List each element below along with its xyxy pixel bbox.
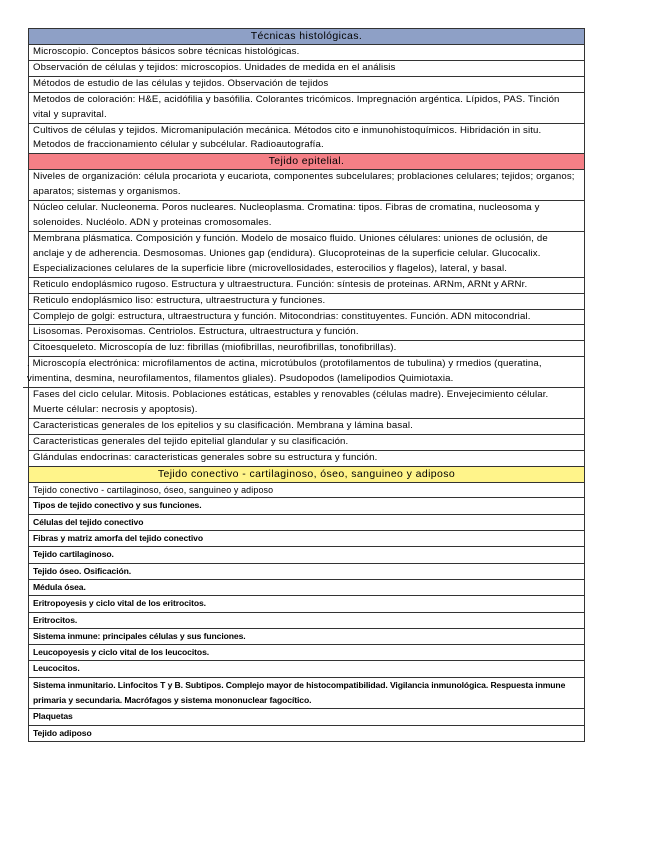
table-row: Tejido cartilaginoso. — [29, 547, 584, 563]
table-row: Plaquetas — [29, 709, 584, 725]
table-row: Observación de células y tejidos: microscopios. Unidades de medida en el análisis — [29, 61, 584, 77]
table-row: Células del tejido conectivo — [29, 515, 584, 531]
table-row: Médula ósea. — [29, 580, 584, 596]
table-row: Lisosomas. Peroxisomas. Centriolos. Estructura, ultraestructura y función. — [29, 325, 584, 341]
table-row: Fases del ciclo celular. Mitosis. Poblaciones estáticas, estables y renovables (células madre). Envejecimiento célular. Muerte célular: necrosis y apoptosis). — [29, 388, 584, 419]
table-row: Sistema inmunitario. Linfocitos T y B. Subtipos. Complejo mayor de histocompatibilidad. Vigilancia inmunológica. Respuesta inmune primaria y secundaria. Macrófagos y sistema mononuclear fagocítico. — [29, 678, 584, 710]
table-row: . Microscopía electrónica: microfilamentos de actina, microtúbulos (protofilamentos de tubulina) y rmedios (queratina, vimentina, desmina, neurofilamentos, filamentos gliales). Psudopodos (lamelipodios Quimiotaxia. — [23, 357, 584, 388]
table-row: Tejido adiposo — [29, 726, 584, 742]
table-row: Reticulo endoplásmico liso: estructura, ultraestructura y funciones. — [29, 294, 584, 310]
table-row: Caracteristicas generales del tejido epitelial glandular y su clasificación. — [29, 435, 584, 451]
table-row: Membrana plásmatica. Composición y función. Modelo de mosaico fluido. Uniones célulares: uniones de oclusión, de anclaje y de adherencia. Desmosomas. Uniones gap (endidura). Glucoproteinas de la superficie celular. Glucocalix. Especializaciones celulares de la superficie libre (microvellosidades, esterocilios y flagelos), lateral, y basal. — [29, 232, 584, 278]
table-row: Eritrocitos. — [29, 613, 584, 629]
table-row: Citoesqueleto. Microscopía de luz: fibrillas (miofibrillas, neurofibrillas, tonofibrillas). — [29, 341, 584, 357]
table-row: Métodos de estudio de las células y tejidos. Observación de tejidos — [29, 77, 584, 93]
table-row: Leucopoyesis y ciclo vital de los leucocitos. — [29, 645, 584, 661]
table-row: Eritropoyesis y ciclo vital de los eritrocitos. — [29, 596, 584, 612]
table-row: Cultivos de células y tejidos. Micromanipulación mecánica. Métodos cito e inmunohistoquímicos. Hibridación in situ. Metodos de fraccionamiento célular y subcélular. Radioautografía. — [29, 124, 584, 155]
section-header-tejido-conectivo: Tejido conectivo - cartilaginoso, óseo, sanguineo y adiposo — [29, 467, 584, 483]
table-row: Núcleo celular. Nucleonema. Poros nucleares. Nucleoplasma. Cromatina: tipos. Fibras de cromatina, nucleosoma y solenoides. Nucléolo. ADN y proteinas cromosomales. — [29, 201, 584, 232]
table-row: Metodos de coloración: H&E, acidófilia y basófilia. Colorantes tricómicos. Impregnación argéntica. Lípidos, PAS. Tinción vital y supravital. — [29, 93, 584, 124]
table-row: Tejido conectivo - cartilaginoso, óseo, sanguineo y adiposo — [29, 483, 584, 499]
table-row: Leucocitos. — [29, 661, 584, 677]
table-row: Complejo de golgi: estructura, ultraestructura y función. Mitocondrias: constituyentes. Función. ADN mitocondrial. — [29, 310, 584, 326]
table-row: Caracteristicas generales de los epitelios y su clasificación. Membrana y lámina basal. — [29, 419, 584, 435]
table-row: Tejido óseo. Osificación. — [29, 564, 584, 580]
table-row: Reticulo endoplásmico rugoso. Estructura y ultraestructura. Función: síntesis de proteinas. ARNm, ARNt y ARNr. — [29, 278, 584, 294]
table-row: Sistema inmune: principales células y sus funciones. — [29, 629, 584, 645]
table-row: Glándulas endocrinas: caracteristicas generales sobre su estructura y función. — [29, 451, 584, 467]
topics-table — [28, 28, 585, 742]
table-row: Niveles de organización: célula procariota y eucariota, componentes subcelulares; problaciones celulares; tejidos; organos; aparatos; sistemas y organismos. — [29, 170, 584, 201]
table-row: Tipos de tejido conectivo y sus funciones. — [29, 498, 584, 514]
table-row: Microscopio. Conceptos básicos sobre técnicas histológicas. — [29, 45, 584, 61]
section-header-tecnicas: Técnicas histológicas. — [29, 29, 584, 45]
table-row: Fibras y matriz amorfa del tejido conectivo — [29, 531, 584, 547]
section-header-tejido-epitelial: Tejido epitelial. — [29, 154, 584, 170]
